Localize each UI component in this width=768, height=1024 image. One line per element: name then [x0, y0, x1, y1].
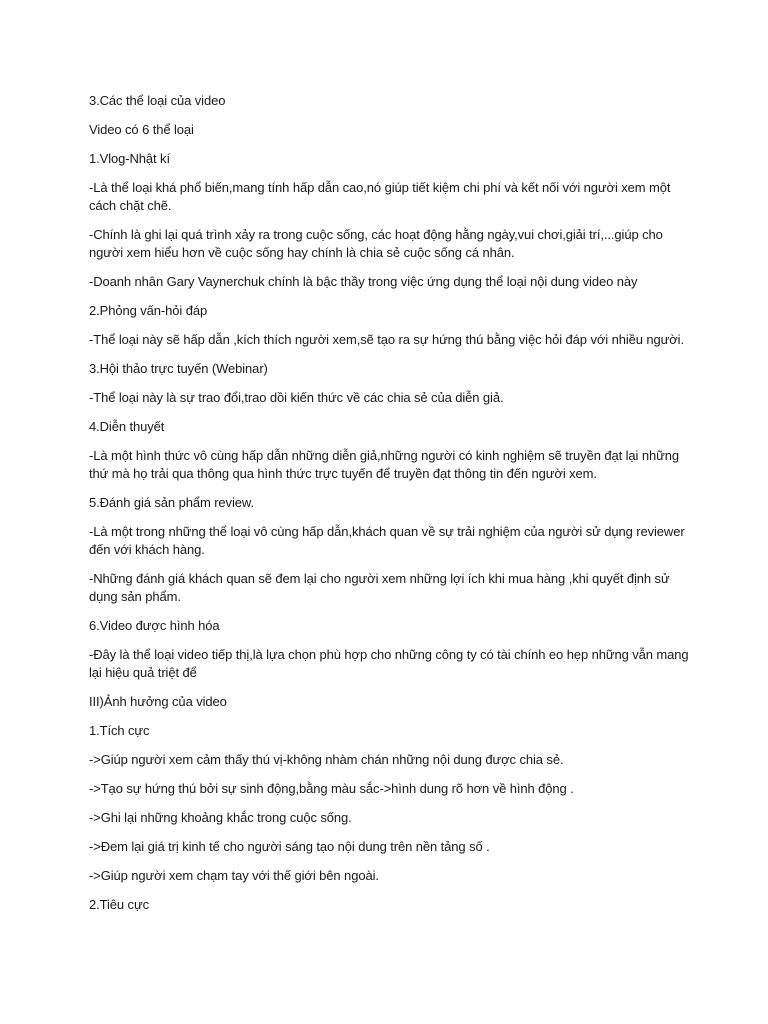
- subsection-heading: 2.Phỏng vấn-hỏi đáp: [89, 303, 208, 318]
- list-item: ->Tạo sự hứng thú bởi sự sinh động,bằng màu sắc->hình dung rõ hơn về hình động .: [89, 781, 574, 796]
- body-text: -Đây là thể loại video tiếp thị,là lựa chọn phù hợp cho những công ty có tài chính eo hẹp những vẫn mang lại hiệu quả triệt để: [89, 647, 689, 680]
- body-text: -Thể loại này là sự trao đổi,trao dồi kiến thức về các chia sẻ của diễn giả.: [89, 390, 504, 405]
- body-text: -Chính là ghi lại quá trình xảy ra trong cuộc sống, các hoạt động hằng ngày,vui chơi,giải trí,...giúp cho người xem hiểu hơn về cuộc sống hay chính là chia sẻ cuộc sống cá nhân.: [89, 227, 663, 260]
- subsection-heading: 3.Hội thảo trực tuyến (Webinar): [89, 361, 268, 376]
- list-item: ->Đem lại giá trị kinh tế cho người sáng tạo nội dung trên nền tảng số .: [89, 839, 490, 854]
- body-text: -Là một hình thức vô cùng hấp dẫn những diễn giả,những người có kinh nghiệm sẽ truyền đạt lại những thứ mà họ trải qua thông qua hình thức trực tuyến để truyền đạt thông tin đến người xem.: [89, 448, 679, 481]
- subsection-heading: 4.Diễn thuyết: [89, 419, 165, 434]
- body-text: -Những đánh giá khách quan sẽ đem lại cho người xem những lợi ích khi mua hàng ,khi quyết định sử dụng sản phẩm.: [89, 571, 670, 604]
- list-item: ->Ghi lại những khoảng khắc trong cuộc sống.: [89, 810, 352, 825]
- body-text: -Là một trong những thể loại vô cùng hấp dẫn,khách quan về sự trải nghiệm của người sử dụng reviewer đến với khách hàng.: [89, 524, 685, 557]
- list-item: ->Giúp người xem cảm thấy thú vị-không nhàm chán những nội dung được chia sẻ.: [89, 752, 564, 767]
- section-heading: 3.Các thể loại của video: [89, 93, 226, 108]
- subsection-heading: 6.Video được hình hóa: [89, 618, 220, 633]
- subsection-heading: 1.Vlog-Nhật kí: [89, 151, 170, 166]
- list-item: ->Giúp người xem chạm tay với thế giới bên ngoài.: [89, 868, 379, 883]
- section-heading: III)Ảnh hưởng của video: [89, 694, 227, 709]
- body-text: Video có 6 thể loại: [89, 122, 194, 137]
- body-text: -Doanh nhân Gary Vaynerchuk chính là bậc thầy trong việc ứng dụng thể loại nội dung video này: [89, 274, 638, 289]
- document-page: [89, 92, 689, 925]
- subsection-heading: 5.Đánh giá sản phẩm review.: [89, 495, 254, 510]
- subsection-heading: 2.Tiêu cực: [89, 897, 149, 912]
- subsection-heading: 1.Tích cực: [89, 723, 150, 738]
- body-text: -Thể loại này sẽ hấp dẫn ,kích thích người xem,sẽ tạo ra sự hứng thú bằng việc hỏi đáp với nhiều người.: [89, 332, 684, 347]
- body-text: -Là thể loại khá phổ biến,mang tính hấp dẫn cao,nó giúp tiết kiệm chi phí và kết nối với người xem một cách chặt chẽ.: [89, 180, 671, 213]
